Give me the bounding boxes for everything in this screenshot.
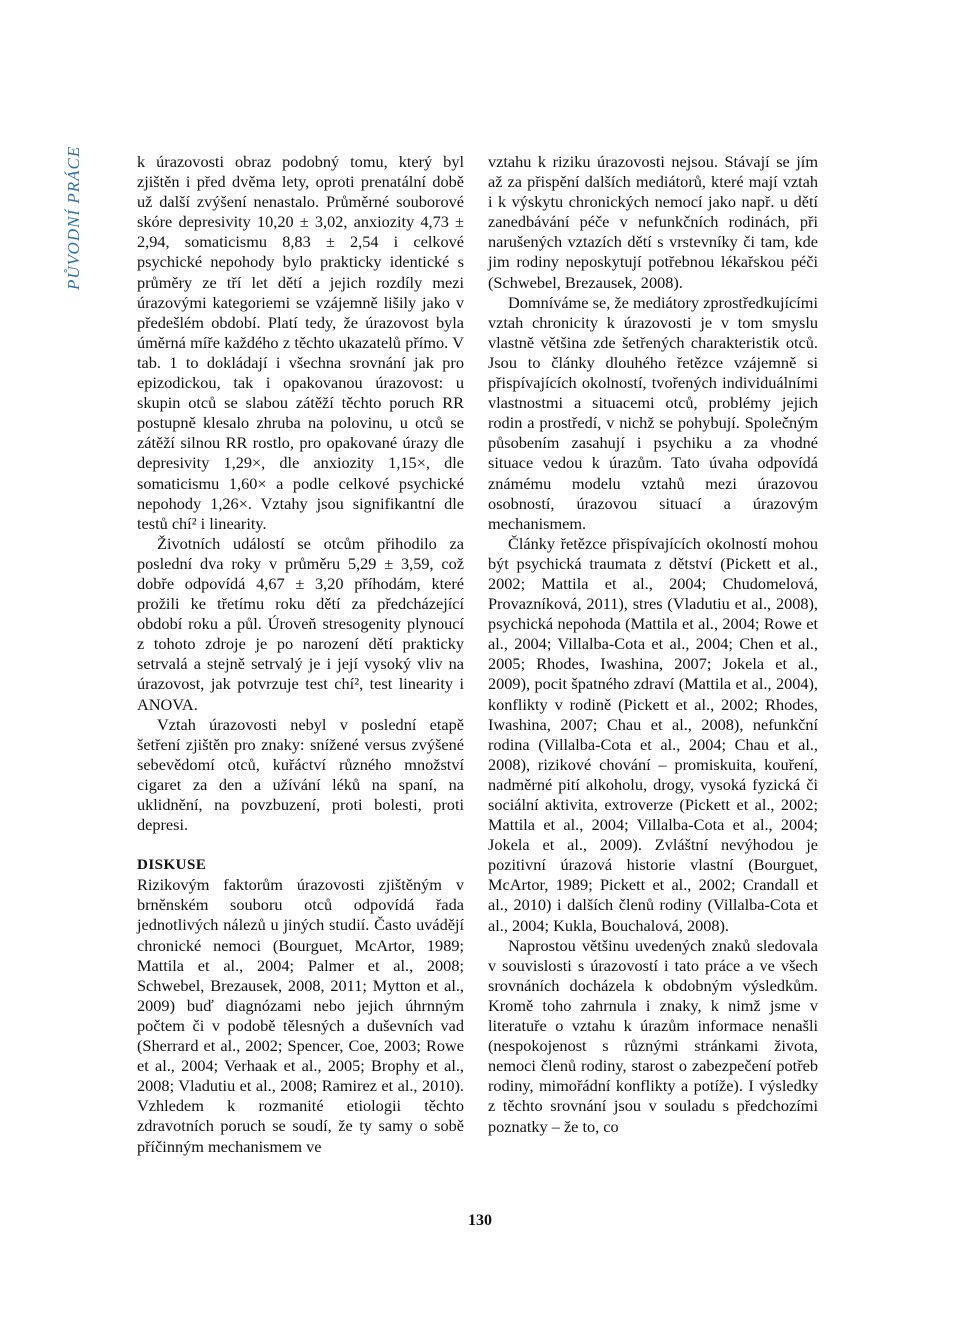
paragraph: Domníváme se, že mediátory zprostředkujícími vztah chronicity k úrazovosti je v tom smyslu vlastně většina zde šetřených charakteristik otců. Jsou to články dlouhého řetězce vzájemně si přispívajících okolností, tvořených individuálními vlastnostmi a situacemi otců, problémy jejich rodin a prostředí, v nichž se pohybují. Společným působením zasahují i psychiku a za vhodné situace vedou k úrazům. Tato úvaha odpovídá známému modelu vztahů mezi úrazovou osobností, úrazovou situací a úrazovým mechanismem. bbox=[488, 292, 818, 533]
page-number: 130 bbox=[468, 1212, 492, 1229]
section-heading: DISKUSE bbox=[137, 857, 207, 874]
section-label bbox=[52, 145, 112, 305]
paragraph: vztahu k riziku úrazovosti nejsou. Stávají se jím až za přispění dalších mediátorů, které mají vztah i k výskytu chronických nemocí jako např. u dětí zanedbávání péče v nefunkčních rodinách, při narušených vztazích dětí s vrstevníky či tam, kde jim rodiny neposkytují potřebnou lékařskou péči (Schwebel, Brezausek, 2008). bbox=[488, 152, 818, 292]
paragraph: Životních událostí se otcům přihodilo za poslední dva roky v průměru 5,29 ± 3,59, což dobře odpovídá 4,67 ± 3,20 příhodám, které prožili ke třetímu roku dětí za předcházející období roku a půl. Úroveň stresogenity plynoucí z tohoto zdroje je po narození dětí prakticky setrvalá a stejně setrvalý je i její vysoký vliv na úrazovost, jak potvrzuje test chí², test linearity i ANOVA. bbox=[137, 533, 464, 714]
left-column bbox=[137, 152, 464, 1157]
paragraph: k úrazovosti obraz podobný tomu, který byl zjištěn i před dvěma lety, oproti prenatální době už další zvýšení nenastalo. Průměrné souborové skóre depresivity 10,20 ± 3,02, anxiozity 4,73 ± 2,94, somaticismu 8,83 ± 2,54 i celkové psychické nepohody bylo prakticky identické s průměry ze tří let dětí a jejich rozdíly mezi úrazovými kategoriemi se vzájemně lišily jako v předešlém období. Platí tedy, že úrazovost byla úměrná míře každého z těchto ukazatelů přímo. V tab. 1 to dokládají i všechna srovnání jak pro epizodickou, tak i opakovanou úrazovost: u skupin otců se slabou zátěží těchto poruch RR postupně klesalo zhruba na polovinu, u otců se zátěží silnou RR rostlo, pro opakované úrazy dle depresivity 1,29×, dle anxiozity 1,15×, dle somaticismu 1,60× a podle celkové psychické nepohody 1,26×. Vztahy jsou signifikantní dle testů chí² i linearity. bbox=[137, 152, 464, 533]
right-column bbox=[488, 152, 818, 1137]
paragraph: Vztah úrazovosti nebyl v poslední etapě šetření zjištěn pro znaky: snížené versus zvýšené sebevědomí otců, kuřáctví různého množství cigaret za den a užívání léků na spaní, na uklidnění, na povzbuzení, proti bolesti, proti depresi. bbox=[137, 714, 464, 835]
paragraph: Články řetězce přispívajících okolností mohou být psychická traumata z dětství (Pickett et al., 2002; Mattila et al., 2004; Chudomelová, Provazníková, 2011), stres (Vladutiu et al., 2008), psychická nepohoda (Mattila et al., 2004; Rowe et al., 2004; Villalba-Cota et al., 2004; Chen et al., 2005; Rhodes, Iwashina, 2007; Jokela et al., 2009), pocit špatného zdraví (Mattila et al., 2004), konflikty v rodině (Pickett et al., 2002; Rhodes, Iwashina, 2007; Chau et al., 2008), nefunkční rodina (Villalba-Cota et al., 2004; Chau et al., 2008), rizikové chování – promiskuita, kouření, nadměrné pití alkoholu, drogy, vysoká fyzická či sociální aktivita, extroverze (Pickett et al., 2002; Mattila et al., 2004; Villalba-Cota et al., 2004; Jokela et al., 2009). Zvláštní nevýhodou je pozitivní úrazová historie vlastní (Bourguet, McArtor, 1989; Pickett et al., 2002; Crandall et al., 2010) i dalších členů rodiny (Villalba-Cota et al., 2004; Kukla, Bouchalová, 2008). bbox=[488, 533, 818, 935]
paragraph: Naprostou většinu uvedených znaků sledovala v souvislosti s úrazovostí i tato práce a ve všech srovnáních docházela k obdobným výsledkům. Kromě toho zahrnula i znaky, k nimž jsme v literatuře o vztahu k úrazům informace nenašli (nespokojenost s různými stránkami života, nemoci členů rodiny, starost o zabezpečení potřeb rodiny, mimořádní konflikty a potíže). I výsledky z těchto srovnání jsou v souladu s předchozími poznatky – že to, co bbox=[488, 935, 818, 1136]
section-label-text: PŮVODNÍ PRÁCE bbox=[64, 145, 83, 290]
paragraph: Rizikovým faktorům úrazovosti zjištěným v brněnském souboru otců odpovídá řada jednotlivých nálezů u jiných studií. Často uvádějí chronické nemoci (Bourguet, McArtor, 1989; Mattila et al., 2004; Palmer et al., 2008; Schwebel, Brezausek, 2008, 2011; Mytton et al., 2009) buď diagnózami nebo jejich úhrnným počtem či v podobě tělesných a duševních vad (Sherrard et al., 2002; Spencer, Coe, 2003; Rowe et al., 2004; Verhaak et al., 2005; Brophy et al., 2008; Vladutiu et al., 2008; Ramirez et al., 2010). Vzhledem k rozmanité etiologii těchto zdravotních poruch se soudí, že ty samy o sobě příčinným mechanismem ve bbox=[137, 875, 464, 1156]
